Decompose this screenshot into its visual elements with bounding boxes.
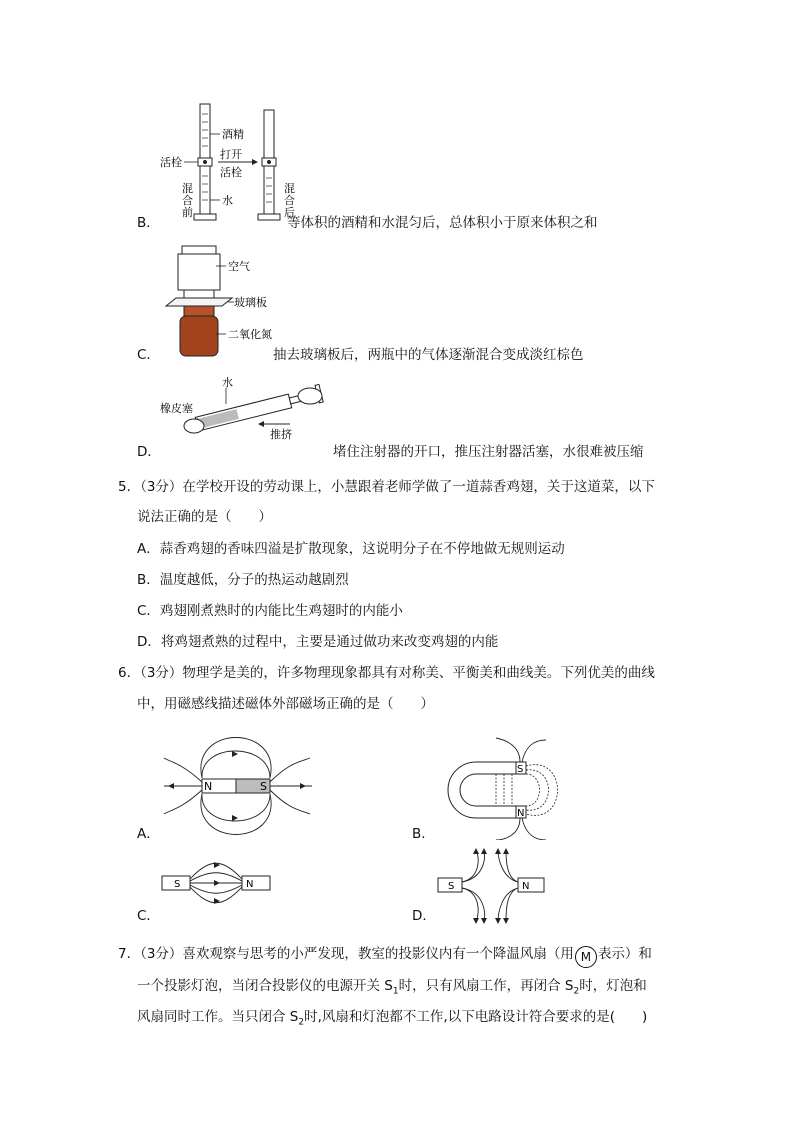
q7-line3 xyxy=(137,1007,647,1033)
label-open: 打开 xyxy=(220,148,242,161)
label-after-3: 后 xyxy=(284,206,295,219)
q7-line3-a: 风扇同时工作。当只闭合 S xyxy=(137,1009,299,1025)
q7-line2-c: 时，灯泡和 xyxy=(579,978,647,994)
q6-d-north-pole: N xyxy=(522,881,530,892)
q6-figure-c xyxy=(160,852,280,916)
q7-s1-sub: 1 xyxy=(392,986,399,997)
option-b-letter: B． xyxy=(137,215,160,231)
q6-figure-a xyxy=(160,732,320,840)
label-open-stopcock: 活栓 xyxy=(220,166,242,179)
label-rubber-stopper: 橡皮塞 xyxy=(160,402,193,415)
option-d-text: 堵住注射器的开口，推压注射器活塞，水很难被压缩 xyxy=(333,444,644,460)
q7-line3-b: 时,风扇和灯泡都不工作,以下电路设计符合要求的是( ) xyxy=(304,1009,648,1025)
option-c-text: 抽去玻璃板后，两瓶中的气体逐渐混合变成淡红棕色 xyxy=(273,347,584,363)
label-after-1: 混 xyxy=(284,182,295,195)
q7-line2 xyxy=(137,976,647,1002)
label-nitrogen-dioxide: 二氧化氮 xyxy=(228,328,272,341)
q6-option-b-letter: B． xyxy=(412,826,435,842)
label-alcohol: 酒精 xyxy=(222,128,244,141)
q6-stem-line2: 中，用磁感线描述磁体外部磁场正确的是（ ） xyxy=(137,696,434,712)
q6-a-south-pole: S xyxy=(260,780,267,793)
q6-figure-b xyxy=(436,736,576,840)
q6-a-north-pole: N xyxy=(204,780,213,793)
q6-b-north-pole: N xyxy=(517,808,525,819)
q5-option-a: A．蒜香鸡翅的香味四溢是扩散现象，这说明分子在不停地做无规则运动 xyxy=(137,541,565,557)
q7-s2-sub-2: 2 xyxy=(298,1017,305,1028)
q5-option-d: D．将鸡翅煮熟的过程中，主要是通过做功来改变鸡翅的内能 xyxy=(137,634,499,650)
q6-option-d-letter: D． xyxy=(412,908,436,924)
label-water-syringe: 水 xyxy=(222,376,233,389)
label-before-1: 混 xyxy=(182,182,193,195)
q6-d-south-pole: S xyxy=(448,881,455,892)
option-b-figure xyxy=(160,100,300,230)
q6-c-south-pole: S xyxy=(174,879,181,890)
option-d-figure xyxy=(160,374,340,444)
q5-stem-line1: 5．（3分）在学校开设的劳动课上，小慧跟着老师学做了一道蒜香鸡翅，关于这道菜，以下 xyxy=(118,479,655,495)
q5-option-b: B．温度越低，分子的热运动越剧烈 xyxy=(137,572,349,588)
label-after-2: 合 xyxy=(284,194,295,207)
q6-option-a-letter: A． xyxy=(137,826,160,842)
q7-line2-a: 一个投影灯泡，当闭合投影仪的电源开关 S xyxy=(137,978,393,994)
q7-line1 xyxy=(118,944,652,968)
option-d-letter: D． xyxy=(137,444,161,460)
motor-symbol-icon: M xyxy=(575,946,597,968)
label-stopcock: 活栓 xyxy=(160,156,182,169)
label-push: 推挤 xyxy=(270,428,292,441)
q6-figure-d xyxy=(436,848,546,924)
q7-line2-b: 时，只有风扇工作，再闭合 S xyxy=(398,978,574,994)
label-before-2: 合 xyxy=(182,194,193,207)
q6-stem-line1: 6．（3分）物理学是美的，许多物理现象都具有对称美、平衡美和曲线美。下列优美的曲线 xyxy=(118,665,655,681)
label-water: 水 xyxy=(222,194,233,207)
option-b-text: 等体积的酒精和水混匀后，总体积小于原来体积之和 xyxy=(287,215,598,231)
label-glass-plate: 玻璃板 xyxy=(234,296,267,309)
q6-option-c-letter: C． xyxy=(137,908,160,924)
q5-option-c: C．鸡翅刚煮熟时的内能比生鸡翅时的内能小 xyxy=(137,603,403,619)
q7-s2-sub: 2 xyxy=(573,986,580,997)
option-c-letter: C． xyxy=(137,347,160,363)
label-before-3: 前 xyxy=(182,206,193,219)
q6-c-north-pole: N xyxy=(246,879,254,890)
q7-line1-start: 7．（3分）喜欢观察与思考的小严发现，教室的投影仪内有一个降温风扇（用 xyxy=(118,946,574,962)
q7-line1-end: 表示）和 xyxy=(597,946,652,962)
option-c-figure xyxy=(160,240,280,360)
q6-b-south-pole: S xyxy=(517,764,524,775)
label-air: 空气 xyxy=(228,260,250,273)
q5-stem-line2: 说法正确的是（ ） xyxy=(137,509,272,525)
